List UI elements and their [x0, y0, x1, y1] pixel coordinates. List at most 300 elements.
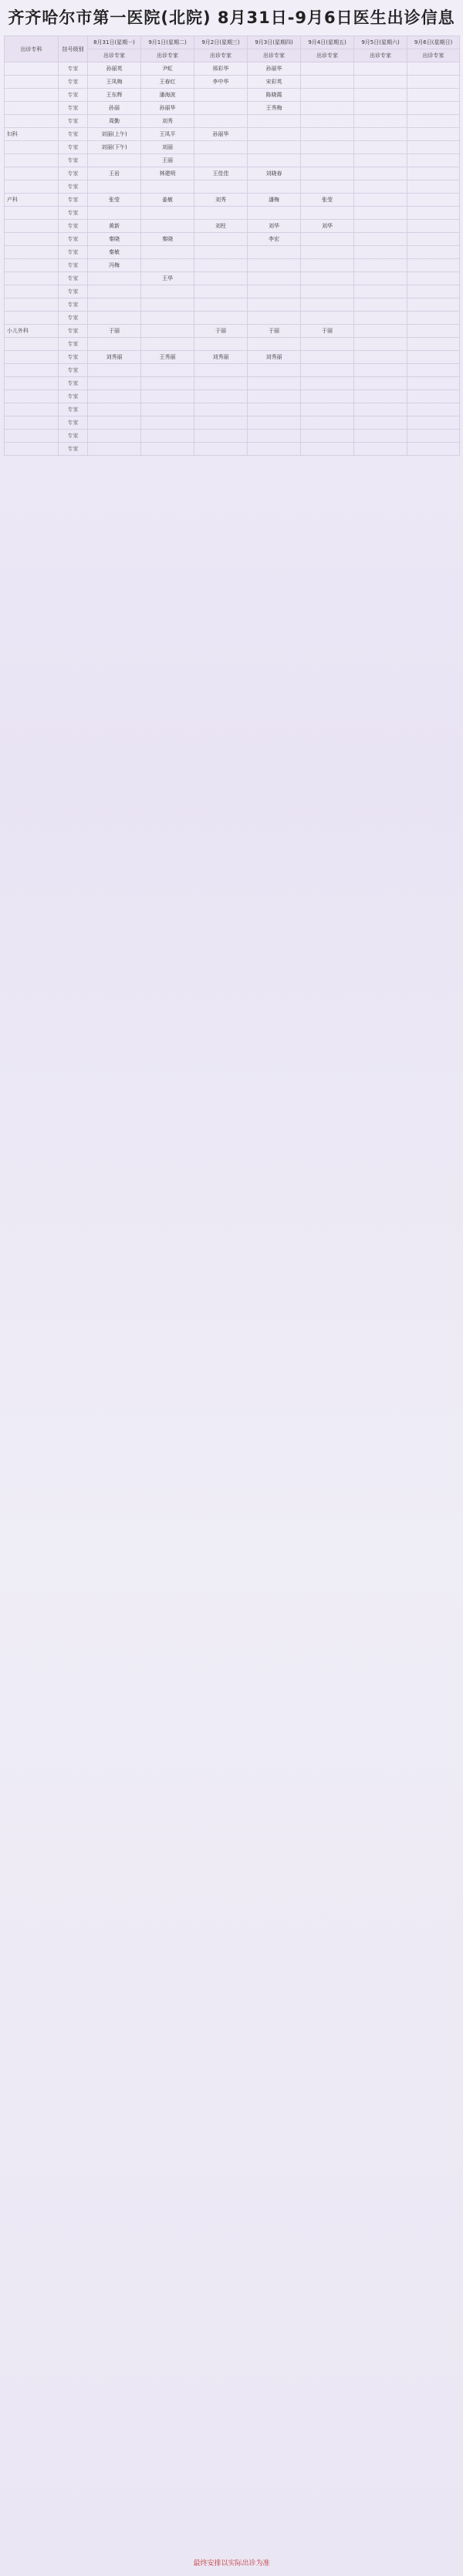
- level-cell: 专家: [59, 102, 88, 115]
- column-header: 出诊专科: [5, 36, 59, 62]
- doctor-cell: [407, 351, 460, 364]
- doctor-cell: 周勤: [88, 115, 141, 128]
- doctor-cell: [248, 154, 301, 167]
- doctor-cell: [354, 102, 407, 115]
- doctor-cell: [354, 325, 407, 338]
- table-row: [5, 89, 460, 102]
- dept-cell: [5, 220, 59, 233]
- doctor-cell: 刘丽(下午): [88, 141, 141, 154]
- sub-column-header: 出诊专家: [141, 49, 194, 62]
- doctor-cell: [354, 220, 407, 233]
- doctor-cell: [354, 403, 407, 416]
- doctor-cell: [407, 141, 460, 154]
- doctor-cell: 王春红: [141, 76, 194, 89]
- doctor-cell: 李中华: [194, 76, 248, 89]
- doctor-cell: [248, 338, 301, 351]
- dept-cell: [5, 115, 59, 128]
- level-cell: 专家: [59, 403, 88, 416]
- table-row: [5, 390, 460, 403]
- doctor-cell: [194, 207, 248, 220]
- table-row: [5, 259, 460, 272]
- dept-cell: [5, 351, 59, 364]
- dept-cell: [5, 403, 59, 416]
- table-row: [5, 115, 460, 128]
- level-cell: 专家: [59, 416, 88, 430]
- dept-cell: [5, 62, 59, 76]
- doctor-cell: [301, 76, 354, 89]
- schedule-table: [4, 35, 460, 456]
- doctor-cell: 王凤平: [141, 128, 194, 141]
- doctor-cell: [141, 403, 194, 416]
- doctor-cell: [301, 364, 354, 377]
- doctor-cell: [248, 312, 301, 325]
- doctor-cell: [354, 141, 407, 154]
- doctor-cell: [354, 62, 407, 76]
- doctor-cell: 刘晓春: [248, 167, 301, 180]
- doctor-cell: [141, 443, 194, 456]
- dept-cell: [5, 338, 59, 351]
- doctor-cell: [141, 325, 194, 338]
- doctor-cell: [194, 141, 248, 154]
- doctor-cell: 刘丽(上午): [88, 128, 141, 141]
- column-header: 9月4日(星期五): [301, 36, 354, 49]
- doctor-cell: [88, 154, 141, 167]
- doctor-cell: [407, 62, 460, 76]
- table-row: [5, 141, 460, 154]
- doctor-cell: [354, 115, 407, 128]
- page-title: 齐齐哈尔市第一医院(北院) 8月31日-9月6日医生出诊信息: [8, 8, 455, 27]
- doctor-cell: [354, 443, 407, 456]
- doctor-cell: 秦晓: [141, 233, 194, 246]
- doctor-cell: [141, 298, 194, 312]
- table-row: [5, 351, 460, 364]
- sub-column-header: 出诊专家: [407, 49, 460, 62]
- level-cell: 专家: [59, 338, 88, 351]
- doctor-cell: 刘秀丽: [248, 351, 301, 364]
- dept-cell: [5, 233, 59, 246]
- table-row: [5, 128, 460, 141]
- doctor-cell: [88, 298, 141, 312]
- doctor-cell: [354, 233, 407, 246]
- doctor-cell: [354, 194, 407, 207]
- doctor-cell: [141, 259, 194, 272]
- doctor-cell: [301, 246, 354, 259]
- doctor-cell: [407, 443, 460, 456]
- doctor-cell: [248, 377, 301, 390]
- level-cell: 专家: [59, 325, 88, 338]
- doctor-cell: [248, 207, 301, 220]
- doctor-cell: 邢彩华: [194, 62, 248, 76]
- doctor-cell: [407, 246, 460, 259]
- table-row: [5, 272, 460, 285]
- doctor-cell: [354, 364, 407, 377]
- doctor-cell: [354, 246, 407, 259]
- doctor-cell: [407, 272, 460, 285]
- doctor-cell: [407, 115, 460, 128]
- dept-cell: [5, 246, 59, 259]
- dept-cell: [5, 430, 59, 443]
- doctor-cell: [407, 390, 460, 403]
- level-cell: 专家: [59, 167, 88, 180]
- doctor-cell: [194, 312, 248, 325]
- table-row: [5, 233, 460, 246]
- level-cell: 专家: [59, 89, 88, 102]
- doctor-cell: [301, 141, 354, 154]
- level-cell: 专家: [59, 128, 88, 141]
- dept-cell: [5, 180, 59, 194]
- doctor-cell: [354, 259, 407, 272]
- doctor-cell: [248, 246, 301, 259]
- table-row: [5, 246, 460, 259]
- doctor-cell: 陈晓霞: [248, 89, 301, 102]
- doctor-cell: 秦敏: [88, 246, 141, 259]
- doctor-cell: [88, 377, 141, 390]
- doctor-cell: [301, 403, 354, 416]
- doctor-cell: [194, 338, 248, 351]
- level-cell: 专家: [59, 115, 88, 128]
- doctor-cell: 王东辉: [88, 89, 141, 102]
- table-row: [5, 194, 460, 207]
- dept-cell: [5, 141, 59, 154]
- doctor-cell: [301, 351, 354, 364]
- column-header: 9月5日(星期六): [354, 36, 407, 49]
- doctor-cell: [354, 416, 407, 430]
- doctor-cell: [407, 377, 460, 390]
- doctor-cell: 于丽: [194, 325, 248, 338]
- doctor-cell: [301, 285, 354, 298]
- doctor-cell: [407, 233, 460, 246]
- column-header: 9月1日(星期二): [141, 36, 194, 49]
- doctor-cell: 冯梅: [88, 259, 141, 272]
- dept-cell: [5, 76, 59, 89]
- table-row: [5, 325, 460, 338]
- dept-cell: [5, 298, 59, 312]
- dept-cell: [5, 207, 59, 220]
- doctor-cell: [141, 312, 194, 325]
- doctor-cell: [194, 285, 248, 298]
- doctor-cell: [141, 220, 194, 233]
- dept-cell: [5, 364, 59, 377]
- doctor-cell: 刘秀丽: [88, 351, 141, 364]
- doctor-cell: [248, 298, 301, 312]
- dept-cell: [5, 416, 59, 430]
- dept-cell: [5, 102, 59, 115]
- doctor-cell: [194, 115, 248, 128]
- dept-cell: [5, 312, 59, 325]
- doctor-cell: [301, 443, 354, 456]
- table-row: [5, 443, 460, 456]
- level-cell: 专家: [59, 285, 88, 298]
- doctor-cell: 王秀梅: [248, 102, 301, 115]
- dept-cell: [5, 443, 59, 456]
- doctor-cell: 张莹: [88, 194, 141, 207]
- level-cell: 专家: [59, 364, 88, 377]
- doctor-cell: [407, 403, 460, 416]
- doctor-cell: [194, 364, 248, 377]
- doctor-cell: [141, 430, 194, 443]
- doctor-cell: [301, 62, 354, 76]
- table-row: [5, 338, 460, 351]
- doctor-cell: [141, 180, 194, 194]
- table-row: [5, 416, 460, 430]
- level-cell: 专家: [59, 443, 88, 456]
- doctor-cell: 刘秀丽: [194, 351, 248, 364]
- doctor-cell: [248, 285, 301, 298]
- level-cell: 专家: [59, 390, 88, 403]
- doctor-cell: [88, 390, 141, 403]
- table-row: [5, 364, 460, 377]
- column-header: 9月2日(星期三): [194, 36, 248, 49]
- doctor-cell: [407, 180, 460, 194]
- doctor-cell: [248, 390, 301, 403]
- doctor-cell: 王岩: [88, 167, 141, 180]
- doctor-cell: [407, 220, 460, 233]
- doctor-cell: [88, 338, 141, 351]
- dept-cell: [5, 154, 59, 167]
- doctor-cell: [407, 89, 460, 102]
- column-header: 8月31日(星期一): [88, 36, 141, 49]
- doctor-cell: [248, 443, 301, 456]
- doctor-cell: 王凤梅: [88, 76, 141, 89]
- doctor-cell: 刘柱: [194, 220, 248, 233]
- doctor-cell: [407, 312, 460, 325]
- doctor-cell: 张莹: [301, 194, 354, 207]
- sub-column-header: 出诊专家: [301, 49, 354, 62]
- doctor-cell: 刘秀: [141, 115, 194, 128]
- doctor-cell: [407, 338, 460, 351]
- table-row: [5, 298, 460, 312]
- doctor-cell: [354, 390, 407, 403]
- doctor-cell: [354, 430, 407, 443]
- dept-cell: 小儿外科: [5, 325, 59, 338]
- doctor-cell: [194, 102, 248, 115]
- doctor-cell: 孙丽: [88, 102, 141, 115]
- dept-cell: [5, 89, 59, 102]
- sub-column-header: 出诊专家: [88, 49, 141, 62]
- doctor-cell: [301, 167, 354, 180]
- doctor-cell: [354, 377, 407, 390]
- table-row: [5, 285, 460, 298]
- dept-cell: 产科: [5, 194, 59, 207]
- doctor-cell: [301, 154, 354, 167]
- doctor-cell: [141, 207, 194, 220]
- doctor-cell: [407, 416, 460, 430]
- doctor-cell: 王丽: [141, 154, 194, 167]
- doctor-cell: [407, 298, 460, 312]
- column-header: 9月6日(星期日): [407, 36, 460, 49]
- dept-cell: 妇科: [5, 128, 59, 141]
- doctor-cell: [88, 207, 141, 220]
- doctor-cell: [301, 416, 354, 430]
- level-cell: 专家: [59, 430, 88, 443]
- doctor-cell: [248, 180, 301, 194]
- doctor-cell: [248, 430, 301, 443]
- doctor-cell: [88, 312, 141, 325]
- doctor-cell: [248, 364, 301, 377]
- doctor-cell: [301, 430, 354, 443]
- doctor-cell: [407, 154, 460, 167]
- doctor-cell: [248, 141, 301, 154]
- level-cell: 专家: [59, 259, 88, 272]
- doctor-cell: [194, 298, 248, 312]
- doctor-cell: [354, 167, 407, 180]
- level-cell: 专家: [59, 154, 88, 167]
- doctor-cell: [88, 364, 141, 377]
- doctor-cell: [301, 377, 354, 390]
- doctor-cell: [88, 285, 141, 298]
- table-row: [5, 207, 460, 220]
- doctor-cell: [407, 207, 460, 220]
- doctor-cell: [194, 89, 248, 102]
- dept-cell: [5, 285, 59, 298]
- doctor-cell: 宋彩英: [248, 76, 301, 89]
- doctor-cell: 刘华: [248, 220, 301, 233]
- doctor-cell: 于丽: [248, 325, 301, 338]
- doctor-cell: [194, 416, 248, 430]
- doctor-cell: 刘华: [301, 220, 354, 233]
- level-cell: 专家: [59, 62, 88, 76]
- doctor-cell: 王佳佳: [194, 167, 248, 180]
- doctor-cell: 刘丽: [141, 141, 194, 154]
- doctor-cell: [354, 272, 407, 285]
- level-cell: 专家: [59, 246, 88, 259]
- doctor-cell: [354, 207, 407, 220]
- doctor-cell: [88, 430, 141, 443]
- sub-column-header: 出诊专家: [248, 49, 301, 62]
- doctor-cell: [354, 285, 407, 298]
- level-cell: 专家: [59, 298, 88, 312]
- footer-note: 最终安排以实际出诊为准: [193, 2560, 270, 2568]
- doctor-cell: [141, 338, 194, 351]
- doctor-cell: [88, 403, 141, 416]
- doctor-cell: [354, 338, 407, 351]
- doctor-cell: [141, 416, 194, 430]
- doctor-cell: [194, 403, 248, 416]
- column-header: 9月3日(星期四): [248, 36, 301, 49]
- doctor-cell: [88, 272, 141, 285]
- doctor-cell: [194, 390, 248, 403]
- doctor-cell: [194, 154, 248, 167]
- doctor-cell: [354, 351, 407, 364]
- doctor-cell: [301, 272, 354, 285]
- level-cell: 专家: [59, 220, 88, 233]
- doctor-cell: 孙丽华: [141, 102, 194, 115]
- doctor-cell: [248, 259, 301, 272]
- doctor-cell: [407, 430, 460, 443]
- doctor-cell: [301, 207, 354, 220]
- doctor-cell: 潘海波: [141, 89, 194, 102]
- doctor-cell: [194, 233, 248, 246]
- doctor-cell: [88, 416, 141, 430]
- doctor-cell: [301, 259, 354, 272]
- doctor-cell: 秦晓: [88, 233, 141, 246]
- doctor-cell: [248, 128, 301, 141]
- table-row: [5, 62, 460, 76]
- dept-cell: [5, 259, 59, 272]
- doctor-cell: 黄新: [88, 220, 141, 233]
- doctor-cell: [194, 180, 248, 194]
- sub-column-header: 出诊专家: [194, 49, 248, 62]
- table-row: [5, 403, 460, 416]
- doctor-cell: [301, 115, 354, 128]
- doctor-cell: [88, 443, 141, 456]
- doctor-cell: [354, 312, 407, 325]
- doctor-cell: [301, 312, 354, 325]
- doctor-cell: [301, 128, 354, 141]
- table-row: [5, 430, 460, 443]
- dept-cell: [5, 377, 59, 390]
- table-row: [5, 102, 460, 115]
- doctor-cell: [407, 102, 460, 115]
- doctor-cell: [354, 154, 407, 167]
- doctor-cell: [194, 259, 248, 272]
- level-cell: 专家: [59, 141, 88, 154]
- doctor-cell: 于丽: [301, 325, 354, 338]
- table-row: [5, 154, 460, 167]
- doctor-cell: 刘秀: [194, 194, 248, 207]
- doctor-cell: [301, 390, 354, 403]
- level-cell: 专家: [59, 351, 88, 364]
- doctor-cell: [194, 377, 248, 390]
- level-cell: 专家: [59, 272, 88, 285]
- doctor-cell: [194, 246, 248, 259]
- doctor-cell: [141, 390, 194, 403]
- doctor-cell: 尹虹: [141, 62, 194, 76]
- doctor-cell: [248, 416, 301, 430]
- doctor-cell: [194, 443, 248, 456]
- doctor-cell: [407, 325, 460, 338]
- dept-cell: [5, 390, 59, 403]
- doctor-cell: [301, 89, 354, 102]
- doctor-cell: [354, 180, 407, 194]
- doctor-cell: [141, 377, 194, 390]
- doctor-cell: [354, 128, 407, 141]
- level-cell: 专家: [59, 194, 88, 207]
- doctor-cell: [301, 180, 354, 194]
- dept-cell: [5, 167, 59, 180]
- table-row: [5, 167, 460, 180]
- doctor-cell: 王华: [141, 272, 194, 285]
- doctor-cell: [301, 233, 354, 246]
- header-row: [5, 36, 460, 49]
- level-cell: 专家: [59, 377, 88, 390]
- doctor-cell: [301, 338, 354, 351]
- level-cell: 专家: [59, 207, 88, 220]
- doctor-cell: 李宏: [248, 233, 301, 246]
- doctor-cell: [141, 285, 194, 298]
- doctor-cell: [407, 194, 460, 207]
- sub-column-header: 出诊专家: [354, 49, 407, 62]
- doctor-cell: [88, 180, 141, 194]
- level-cell: 专家: [59, 312, 88, 325]
- doctor-cell: [194, 272, 248, 285]
- doctor-cell: [354, 76, 407, 89]
- doctor-cell: [301, 298, 354, 312]
- doctor-cell: [248, 115, 301, 128]
- level-cell: 专家: [59, 233, 88, 246]
- doctor-cell: [407, 167, 460, 180]
- table-row: [5, 220, 460, 233]
- doctor-cell: 姜敏: [141, 194, 194, 207]
- doctor-cell: 孙丽华: [194, 128, 248, 141]
- doctor-cell: 潘梅: [248, 194, 301, 207]
- doctor-cell: [141, 246, 194, 259]
- table-row: [5, 312, 460, 325]
- doctor-cell: [407, 285, 460, 298]
- doctor-cell: 孙丽英: [88, 62, 141, 76]
- dept-cell: [5, 272, 59, 285]
- table-row: [5, 377, 460, 390]
